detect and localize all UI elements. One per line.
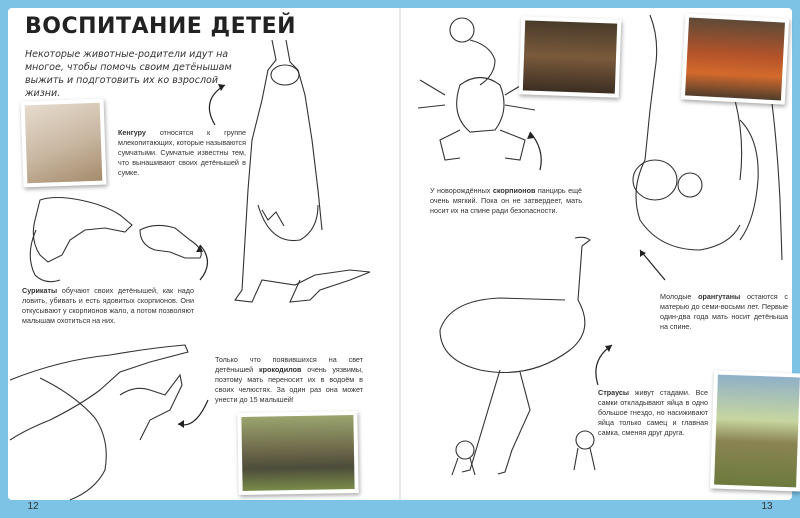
intro-text: Некоторые животные-родители идут на многое, чтобы помочь своим детёнышам выжить и подготовить их ко взрослой жизни. [25, 49, 232, 99]
left-page-number: 12 [27, 501, 39, 512]
crocodile-caption: Только что появившихся на свет детёнышей крокодилов очень уязвимы, поэтому мать переносит их в водоём в своих челюстях. За один раз она может унести до 15 малышей! [215, 355, 363, 404]
right-page-number: 13 [761, 501, 773, 512]
kangaroo-caption: Кенгуру относятся к группе млекопитающих, которые называются сумчатыми. Сумчатые известны тем, что вынашивают своих детёнышей в сумке. [118, 128, 246, 177]
meerkat-caption: Сурикаты обучают своих детёнышей, как надо ловить, убивать и есть ядовитых скорпионов. Они откусывают у скорпионов жало, а потом позволяют малышам охотиться на них. [22, 286, 194, 325]
page-title: ВОСПИТАНИЕ ДЕТЕЙ [25, 14, 297, 39]
kangaroo-arrow [209, 85, 225, 125]
ostrich-caption: Страусы живут стадами. Все самки откладывают яйца в одно большое гнездо, но насиживают яйца только самец и главная самка, сменяя друг друга. [598, 388, 708, 437]
scorpion-caption: У новорождённых скорпионов панцирь ещё очень мягкий. Пока он не затвердеет, мать носит их на спине ради безопасности. [430, 186, 583, 215]
orangutan-caption: Молодые орангутаны остаются с матерью до семи-восьми лет. Первые один-два года мать носит детёныша на спине. [660, 292, 788, 331]
ostrich-arrow [596, 345, 612, 385]
